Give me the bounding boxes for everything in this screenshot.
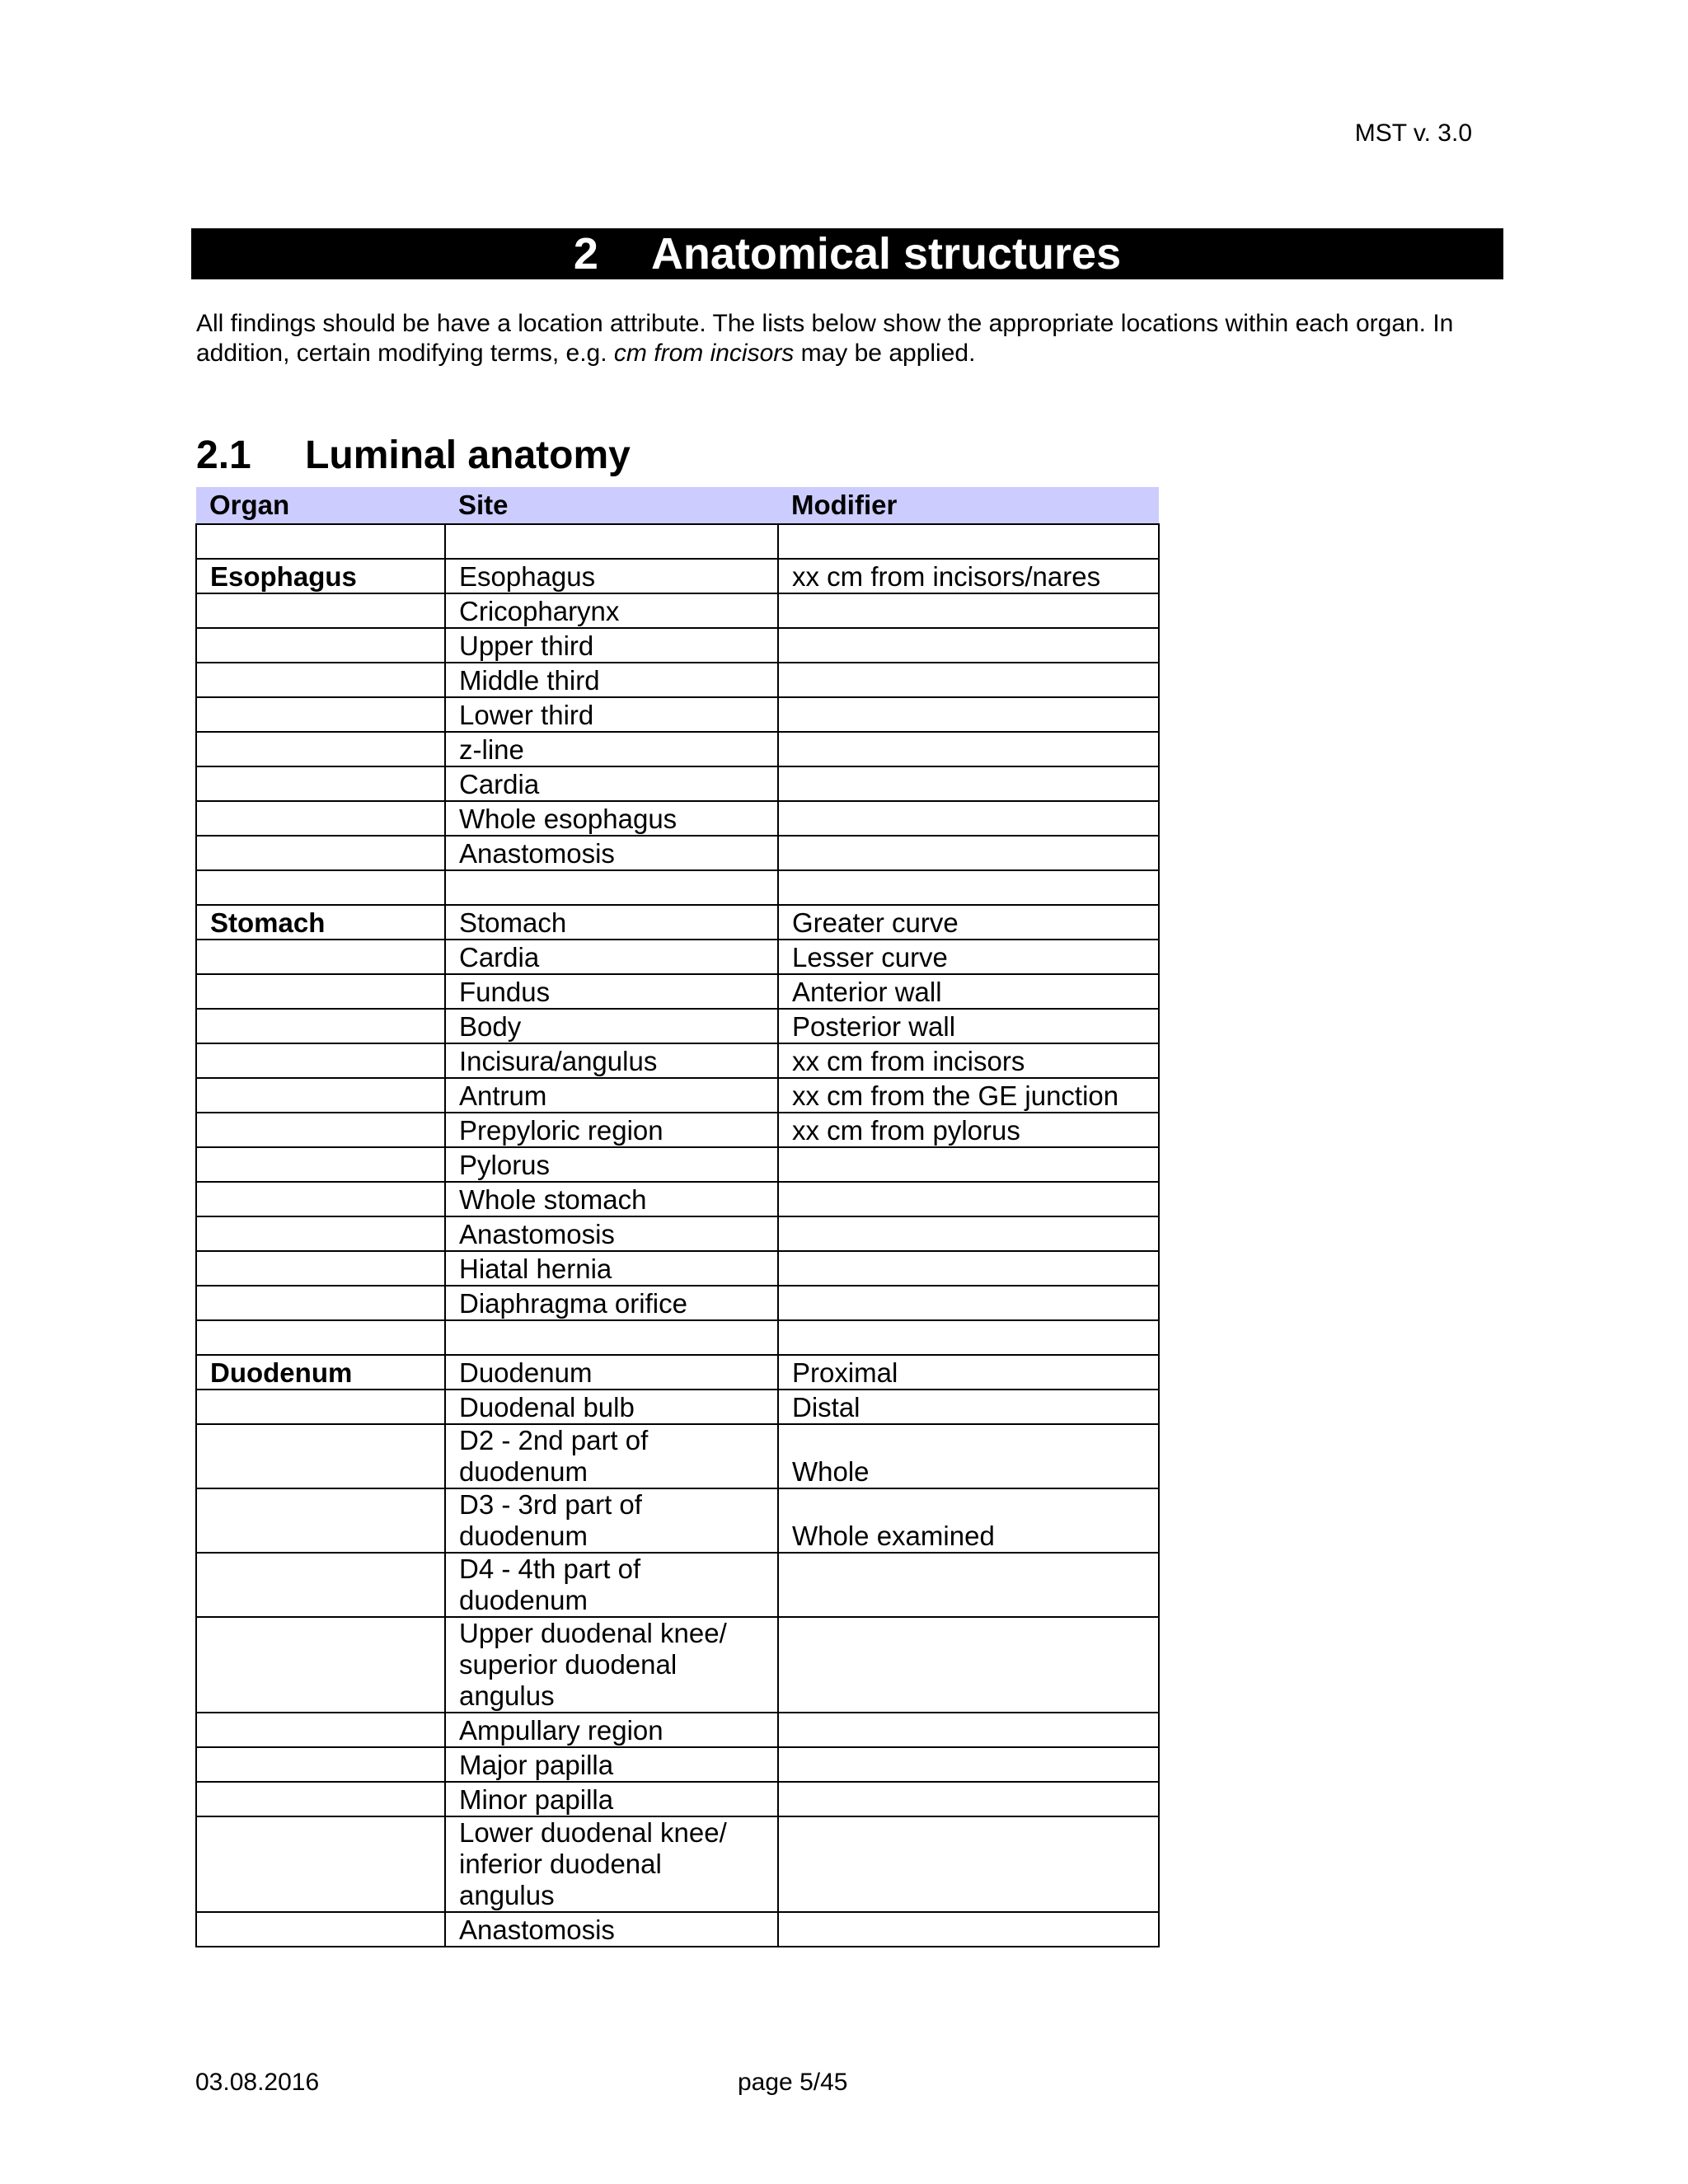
- site-cell: Upper duodenal knee/ superior duodenal angulus: [445, 1617, 778, 1713]
- organ-cell: [196, 1747, 445, 1782]
- site-cell: Cardia: [445, 766, 778, 801]
- section-heading: [196, 433, 631, 478]
- table-row: [196, 732, 1159, 766]
- modifier-cell: Distal: [778, 1390, 1159, 1424]
- organ-cell: [196, 1251, 445, 1286]
- site-cell: Diaphragma orifice: [445, 1286, 778, 1320]
- table-row: [196, 1216, 1159, 1251]
- site-cell: Stomach: [445, 905, 778, 940]
- site-cell: Incisura/angulus: [445, 1043, 778, 1078]
- section-title: Luminal anatomy: [305, 434, 631, 477]
- modifier-cell: [778, 1320, 1159, 1355]
- organ-cell: [196, 1390, 445, 1424]
- modifier-cell: [778, 1147, 1159, 1182]
- modifier-cell: [778, 801, 1159, 836]
- table-row: [196, 766, 1159, 801]
- site-cell: Body: [445, 1009, 778, 1043]
- table-row: [196, 1113, 1159, 1147]
- modifier-cell: Whole examined: [778, 1488, 1159, 1553]
- site-cell: Whole stomach: [445, 1182, 778, 1216]
- site-cell: Middle third: [445, 663, 778, 697]
- modifier-cell: xx cm from incisors/nares: [778, 559, 1159, 593]
- organ-cell: [196, 1147, 445, 1182]
- table-row: [196, 1747, 1159, 1782]
- organ-cell: [196, 1617, 445, 1713]
- organ-cell: [196, 974, 445, 1009]
- table-row: [196, 1043, 1159, 1078]
- table-row: [196, 1009, 1159, 1043]
- site-cell: Lower third: [445, 697, 778, 732]
- modifier-cell: [778, 870, 1159, 905]
- table-row: [196, 1553, 1159, 1617]
- site-cell: Antrum: [445, 1078, 778, 1113]
- column-header-modifier: Modifier: [778, 487, 1159, 524]
- column-header-organ: Organ: [196, 487, 445, 524]
- modifier-cell: [778, 1216, 1159, 1251]
- modifier-cell: [778, 524, 1159, 559]
- site-cell: [445, 524, 778, 559]
- site-cell: Upper third: [445, 628, 778, 663]
- section-number: 2.1: [196, 434, 251, 477]
- chapter-number: 2: [573, 229, 598, 279]
- intro-emphasis: cm from incisors: [613, 340, 795, 367]
- organ-cell: [196, 801, 445, 836]
- site-cell: Major papilla: [445, 1747, 778, 1782]
- table-row: [196, 1782, 1159, 1816]
- organ-cell: [196, 1216, 445, 1251]
- modifier-cell: [778, 1782, 1159, 1816]
- modifier-cell: [778, 766, 1159, 801]
- modifier-cell: xx cm from pylorus: [778, 1113, 1159, 1147]
- table-row: [196, 524, 1159, 559]
- organ-cell: [196, 524, 445, 559]
- modifier-cell: Lesser curve: [778, 940, 1159, 974]
- modifier-cell: xx cm from the GE junction: [778, 1078, 1159, 1113]
- site-cell: Anastomosis: [445, 1912, 778, 1947]
- table-row: [196, 1390, 1159, 1424]
- table-header-row: [196, 487, 1159, 524]
- intro-text-after: may be applied.: [794, 340, 976, 367]
- document-version: MST v. 3.0: [1354, 120, 1472, 147]
- table-row: [196, 940, 1159, 974]
- modifier-cell: [778, 1286, 1159, 1320]
- organ-cell: [196, 1424, 445, 1488]
- organ-cell: [196, 1043, 445, 1078]
- site-cell: Duodenal bulb: [445, 1390, 778, 1424]
- site-cell: [445, 870, 778, 905]
- site-cell: Pylorus: [445, 1147, 778, 1182]
- modifier-cell: [778, 628, 1159, 663]
- modifier-cell: [778, 1182, 1159, 1216]
- table-row: [196, 836, 1159, 870]
- organ-cell: [196, 940, 445, 974]
- site-cell: D3 - 3rd part of duodenum: [445, 1488, 778, 1553]
- intro-text-before: All findings should be have a location attribute. The lists below show the appropriate locations within each organ. In addition, certain modifying terms, e.g.: [196, 310, 1454, 367]
- organ-cell: [196, 1320, 445, 1355]
- site-cell: Prepyloric region: [445, 1113, 778, 1147]
- organ-cell: [196, 628, 445, 663]
- organ-cell: Esophagus: [196, 559, 445, 593]
- footer-date: 03.08.2016: [195, 2069, 320, 2096]
- table-row: [196, 1078, 1159, 1113]
- modifier-cell: [778, 1251, 1159, 1286]
- site-cell: Anastomosis: [445, 836, 778, 870]
- organ-cell: [196, 1782, 445, 1816]
- organ-cell: [196, 1912, 445, 1947]
- table-row: [196, 1355, 1159, 1390]
- modifier-cell: [778, 1713, 1159, 1747]
- organ-cell: [196, 1816, 445, 1912]
- table-row: [196, 1286, 1159, 1320]
- modifier-cell: [778, 732, 1159, 766]
- site-cell: Fundus: [445, 974, 778, 1009]
- table-row: [196, 1912, 1159, 1947]
- modifier-cell: [778, 1553, 1159, 1617]
- modifier-cell: Greater curve: [778, 905, 1159, 940]
- table-row: [196, 974, 1159, 1009]
- organ-cell: [196, 766, 445, 801]
- table-row: [196, 1182, 1159, 1216]
- luminal-anatomy-table: [195, 487, 1160, 1947]
- organ-cell: [196, 1488, 445, 1553]
- organ-cell: [196, 1286, 445, 1320]
- organ-cell: [196, 870, 445, 905]
- site-cell: D2 - 2nd part of duodenum: [445, 1424, 778, 1488]
- organ-cell: [196, 593, 445, 628]
- table-row: [196, 1617, 1159, 1713]
- site-cell: Duodenum: [445, 1355, 778, 1390]
- organ-cell: [196, 1113, 445, 1147]
- organ-cell: [196, 663, 445, 697]
- organ-cell: [196, 1009, 445, 1043]
- site-cell: Anastomosis: [445, 1216, 778, 1251]
- site-cell: Cricopharynx: [445, 593, 778, 628]
- intro-paragraph: [196, 309, 1482, 368]
- site-cell: Ampullary region: [445, 1713, 778, 1747]
- organ-cell: [196, 1713, 445, 1747]
- modifier-cell: Anterior wall: [778, 974, 1159, 1009]
- modifier-cell: [778, 697, 1159, 732]
- column-header-site: Site: [445, 487, 778, 524]
- modifier-cell: [778, 1747, 1159, 1782]
- site-cell: Whole esophagus: [445, 801, 778, 836]
- modifier-cell: Posterior wall: [778, 1009, 1159, 1043]
- site-cell: Lower duodenal knee/ inferior duodenal angulus: [445, 1816, 778, 1912]
- table-row: [196, 1251, 1159, 1286]
- table-row: [196, 1424, 1159, 1488]
- table-row: [196, 593, 1159, 628]
- table-row: [196, 1713, 1159, 1747]
- site-cell: Hiatal hernia: [445, 1251, 778, 1286]
- chapter-heading: [191, 228, 1503, 279]
- table-row: [196, 1488, 1159, 1553]
- table-row: [196, 559, 1159, 593]
- modifier-cell: [778, 1912, 1159, 1947]
- table-row: [196, 870, 1159, 905]
- site-cell: z-line: [445, 732, 778, 766]
- modifier-cell: [778, 1816, 1159, 1912]
- modifier-cell: xx cm from incisors: [778, 1043, 1159, 1078]
- modifier-cell: [778, 593, 1159, 628]
- modifier-cell: Whole: [778, 1424, 1159, 1488]
- table-row: [196, 697, 1159, 732]
- table-row: [196, 1816, 1159, 1912]
- table-row: [196, 905, 1159, 940]
- chapter-title: Anatomical structures: [650, 229, 1122, 279]
- organ-cell: [196, 732, 445, 766]
- table-row: [196, 1320, 1159, 1355]
- organ-cell: [196, 836, 445, 870]
- table-row: [196, 1147, 1159, 1182]
- modifier-cell: [778, 836, 1159, 870]
- table-row: [196, 663, 1159, 697]
- organ-cell: [196, 1182, 445, 1216]
- site-cell: Cardia: [445, 940, 778, 974]
- modifier-cell: Proximal: [778, 1355, 1159, 1390]
- organ-cell: Stomach: [196, 905, 445, 940]
- site-cell: Minor papilla: [445, 1782, 778, 1816]
- site-cell: [445, 1320, 778, 1355]
- site-cell: D4 - 4th part of duodenum: [445, 1553, 778, 1617]
- organ-cell: [196, 697, 445, 732]
- table-row: [196, 801, 1159, 836]
- site-cell: Esophagus: [445, 559, 778, 593]
- organ-cell: [196, 1078, 445, 1113]
- modifier-cell: [778, 1617, 1159, 1713]
- modifier-cell: [778, 663, 1159, 697]
- organ-cell: [196, 1553, 445, 1617]
- table-row: [196, 628, 1159, 663]
- organ-cell: Duodenum: [196, 1355, 445, 1390]
- page-number: page 5/45: [738, 2069, 848, 2096]
